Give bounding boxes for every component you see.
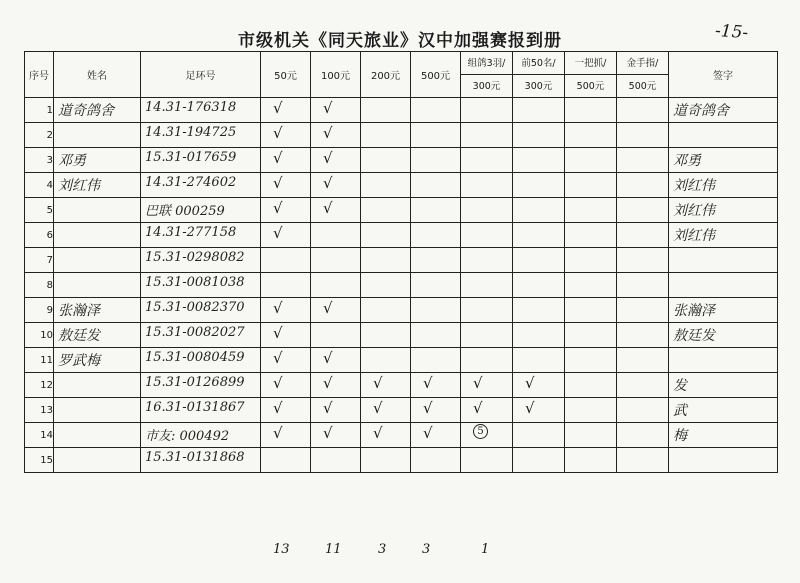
cell-group-value: √ [473,399,483,417]
cell-100-value: √ [323,424,333,442]
cell-gold [617,248,669,273]
cell-ring [141,173,261,198]
cell-grab [565,98,617,123]
cell-ring-value: 14.31-176318 [145,100,237,115]
cell-grab [565,298,617,323]
cell-seq: 11 [25,348,54,373]
header-gold-top: 金手指/ [617,52,669,75]
cell-ring [141,273,261,298]
cell-group [461,398,513,423]
cell-name [54,423,141,448]
cell-ring-value: 15.31-0298082 [145,250,245,265]
cell-200 [361,348,411,373]
cell-group [461,373,513,398]
cell-name-value: 刘红伟 [58,178,100,194]
cell-sign [669,248,778,273]
cell-top50 [513,373,565,398]
header-500: 500元 [411,52,461,98]
cell-100-value: √ [323,374,333,392]
total-200: 3 [378,542,387,557]
header-ring: 足环号 [141,52,261,98]
cell-sign [669,123,778,148]
cell-sign-value: 刘红伟 [673,178,715,194]
cell-seq: 4 [25,173,54,198]
cell-200 [361,148,411,173]
cell-group [461,223,513,248]
cell-ring [141,423,261,448]
cell-200 [361,423,411,448]
table-row [25,448,778,473]
cell-500 [411,423,461,448]
cell-500 [411,323,461,348]
header-gold-bottom: 500元 [617,75,669,98]
table-row [25,298,778,323]
cell-100 [311,448,361,473]
cell-100 [311,348,361,373]
cell-group-value: √ [473,374,483,392]
cell-group [461,98,513,123]
cell-gold [617,448,669,473]
cell-50 [261,198,311,223]
cell-group [461,448,513,473]
cell-name [54,298,141,323]
cell-50 [261,423,311,448]
registration-table [24,51,778,473]
cell-500 [411,173,461,198]
header-top50-bottom: 300元 [513,75,565,98]
cell-200 [361,173,411,198]
cell-50-value: √ [273,199,283,217]
header-sign: 签字 [669,52,778,98]
cell-ring-value: 14.31-277158 [145,225,237,240]
cell-sign [669,348,778,373]
cell-sign-value: 邓勇 [673,153,701,169]
cell-top50 [513,448,565,473]
cell-500-value: √ [423,424,433,442]
cell-ring-value: 市友: 000492 [145,429,230,444]
cell-200 [361,448,411,473]
total-100: 11 [325,542,342,557]
cell-sign-value: 武 [673,403,687,419]
cell-top50 [513,148,565,173]
cell-seq: 8 [25,273,54,298]
cell-gold [617,173,669,198]
cell-name [54,398,141,423]
cell-grab [565,423,617,448]
header-grab-bottom: 500元 [565,75,617,98]
cell-group [461,148,513,173]
cell-group [461,198,513,223]
cell-50 [261,223,311,248]
cell-50-value: √ [273,174,283,192]
table-row [25,223,778,248]
cell-name [54,223,141,248]
cell-200 [361,398,411,423]
table-row [25,148,778,173]
table-row [25,98,778,123]
cell-100-value: √ [323,399,333,417]
cell-500 [411,248,461,273]
cell-sign [669,98,778,123]
cell-name-value: 罗武梅 [58,353,100,369]
cell-100 [311,148,361,173]
cell-grab [565,198,617,223]
cell-name-value: 敖廷发 [58,328,100,344]
cell-name [54,323,141,348]
cell-ring-value: 15.31-0080459 [145,350,245,365]
cell-sign [669,398,778,423]
cell-seq: 3 [25,148,54,173]
header-100: 100元 [311,52,361,98]
cell-seq: 14 [25,423,54,448]
cell-500 [411,273,461,298]
cell-sign [669,373,778,398]
cell-grab [565,373,617,398]
cell-gold [617,373,669,398]
cell-name-value: 张瀚泽 [58,303,100,319]
cell-200 [361,223,411,248]
cell-50 [261,398,311,423]
cell-100 [311,223,361,248]
cell-ring [141,398,261,423]
cell-name [54,248,141,273]
cell-ring [141,373,261,398]
cell-200 [361,123,411,148]
cell-50-value: √ [273,349,283,367]
cell-seq: 10 [25,323,54,348]
cell-grab [565,398,617,423]
table-row [25,173,778,198]
page-title: 市级机关《同天旅业》汉中加强赛报到册 [238,31,562,51]
cell-seq: 7 [25,248,54,273]
table-row [25,348,778,373]
cell-50-value: √ [273,224,283,242]
cell-500 [411,123,461,148]
cell-top50 [513,98,565,123]
cell-200 [361,248,411,273]
table-row [25,123,778,148]
cell-200-value: √ [373,374,383,392]
cell-ring-value: 巴联 000259 [145,204,225,219]
cell-100 [311,198,361,223]
header-group-bottom: 300元 [461,75,513,98]
cell-50 [261,323,311,348]
cell-500 [411,373,461,398]
cell-ring [141,223,261,248]
cell-500 [411,198,461,223]
cell-name [54,273,141,298]
header-50: 50元 [261,52,311,98]
cell-500 [411,398,461,423]
cell-sign-value: 道奇鸽舍 [673,103,729,119]
cell-sign [669,298,778,323]
cell-group [461,248,513,273]
cell-200-value: √ [373,399,383,417]
cell-100-value: √ [323,299,333,317]
cell-sign-value: 刘红伟 [673,203,715,219]
cell-100-value: √ [323,149,333,167]
cell-seq: 1 [25,98,54,123]
cell-name [54,148,141,173]
cell-top50 [513,398,565,423]
page-number: -15- [714,20,749,44]
cell-200 [361,323,411,348]
cell-name [54,198,141,223]
cell-ring [141,298,261,323]
cell-grab [565,273,617,298]
cell-100-value: √ [323,174,333,192]
cell-name [54,348,141,373]
cell-sign-value: 敖廷发 [673,328,715,344]
cell-ring-value: 14.31-194725 [145,125,237,140]
cell-seq: 9 [25,298,54,323]
cell-ring-value: 14.31-274602 [145,175,237,190]
cell-name [54,373,141,398]
cell-100-value: √ [323,349,333,367]
table-row [25,323,778,348]
cell-group [461,273,513,298]
cell-50 [261,298,311,323]
cell-group [461,123,513,148]
cell-ring-value: 15.31-0082027 [145,325,245,340]
cell-top50 [513,273,565,298]
cell-grab [565,148,617,173]
cell-50-value: √ [273,399,283,417]
cell-sign [669,173,778,198]
cell-top50 [513,248,565,273]
cell-100 [311,373,361,398]
cell-ring [141,448,261,473]
cell-ring [141,198,261,223]
cell-500 [411,148,461,173]
cell-50-value: √ [273,374,283,392]
cell-top50 [513,173,565,198]
cell-100 [311,423,361,448]
cell-top50-value: √ [525,374,535,392]
cell-ring [141,348,261,373]
cell-sign [669,198,778,223]
table-row [25,398,778,423]
cell-ring-value: 15.31-0126899 [145,375,245,390]
cell-200 [361,273,411,298]
total-group: 1 [481,542,490,557]
cell-name [54,448,141,473]
cell-group [461,298,513,323]
cell-50-value: √ [273,149,283,167]
cell-top50 [513,348,565,373]
cell-50 [261,248,311,273]
cell-100 [311,323,361,348]
cell-50-value: √ [273,324,283,342]
cell-sign-value: 梅 [673,428,687,444]
cell-sign-value: 刘红伟 [673,228,715,244]
cell-ring [141,148,261,173]
cell-100-value: √ [323,199,333,217]
cell-top50 [513,198,565,223]
cell-50-value: √ [273,99,283,117]
cell-200 [361,198,411,223]
cell-50 [261,123,311,148]
cell-sign [669,148,778,173]
header-group-top: 组鸽3羽/ [461,52,513,75]
cell-ring-value: 15.31-0131868 [145,450,245,465]
cell-500-value: √ [423,399,433,417]
cell-gold [617,298,669,323]
cell-group [461,323,513,348]
cell-100-value: √ [323,124,333,142]
table-row [25,373,778,398]
cell-sign-value: 发 [673,378,687,394]
table-row [25,248,778,273]
cell-ring-value: 15.31-017659 [145,150,237,165]
cell-100 [311,298,361,323]
cell-100 [311,248,361,273]
cell-200 [361,298,411,323]
cell-top50 [513,223,565,248]
cell-grab [565,173,617,198]
cell-seq: 12 [25,373,54,398]
cell-50 [261,273,311,298]
header-top50-top: 前50名/ [513,52,565,75]
cell-100 [311,398,361,423]
cell-50 [261,448,311,473]
cell-seq: 15 [25,448,54,473]
cell-sign [669,423,778,448]
table-row [25,273,778,298]
cell-ring [141,323,261,348]
cell-grab [565,448,617,473]
cell-grab [565,323,617,348]
cell-50-value: √ [273,299,283,317]
cell-sign [669,223,778,248]
cell-name [54,123,141,148]
cell-group [461,173,513,198]
cell-gold [617,198,669,223]
cell-ring [141,123,261,148]
cell-seq: 5 [25,198,54,223]
cell-50-value: √ [273,424,283,442]
cell-gold [617,98,669,123]
cell-500 [411,223,461,248]
cell-100-value: √ [323,99,333,117]
header-seq: 序号 [25,52,54,98]
cell-200-value: √ [373,424,383,442]
header-200: 200元 [361,52,411,98]
cell-ring [141,248,261,273]
cell-100 [311,273,361,298]
cell-seq: 2 [25,123,54,148]
cell-gold [617,398,669,423]
total-50: 13 [273,542,290,557]
total-500: 3 [422,542,431,557]
cell-top50-value: √ [525,399,535,417]
cell-100 [311,173,361,198]
cell-500-value: √ [423,374,433,392]
cell-500 [411,98,461,123]
cell-seq: 13 [25,398,54,423]
cell-gold [617,348,669,373]
header-grab-top: 一把抓/ [565,52,617,75]
header-name: 姓名 [54,52,141,98]
cell-grab [565,223,617,248]
cell-grab [565,123,617,148]
cell-gold [617,123,669,148]
cell-grab [565,348,617,373]
cell-gold [617,223,669,248]
cell-50 [261,348,311,373]
cell-gold [617,323,669,348]
cell-gold [617,273,669,298]
cell-50 [261,98,311,123]
cell-top50 [513,123,565,148]
cell-500 [411,348,461,373]
cell-group [461,423,513,448]
cell-ring-value: 15.31-0082370 [145,300,245,315]
cell-sign-value: 张瀚泽 [673,303,715,319]
table-row [25,198,778,223]
cell-name [54,173,141,198]
cell-name [54,98,141,123]
cell-sign [669,323,778,348]
cell-top50 [513,323,565,348]
cell-ring [141,98,261,123]
cell-group [461,348,513,373]
cell-top50 [513,423,565,448]
cell-name-value: 道奇鸽舍 [58,103,114,119]
cell-100 [311,98,361,123]
cell-50 [261,373,311,398]
cell-50-value: √ [273,124,283,142]
cell-50 [261,173,311,198]
cell-50 [261,148,311,173]
cell-500 [411,448,461,473]
cell-grab [565,248,617,273]
cell-gold [617,148,669,173]
cell-group-value: 5 [473,424,488,439]
cell-ring-value: 16.31-0131867 [145,400,245,415]
cell-sign [669,273,778,298]
cell-top50 [513,298,565,323]
cell-200 [361,98,411,123]
table-row [25,423,778,448]
cell-ring-value: 15.31-0081038 [145,275,245,290]
cell-200 [361,373,411,398]
cell-500 [411,298,461,323]
cell-seq: 6 [25,223,54,248]
cell-gold [617,423,669,448]
cell-100 [311,123,361,148]
cell-name-value: 邓勇 [58,153,86,169]
cell-sign [669,448,778,473]
